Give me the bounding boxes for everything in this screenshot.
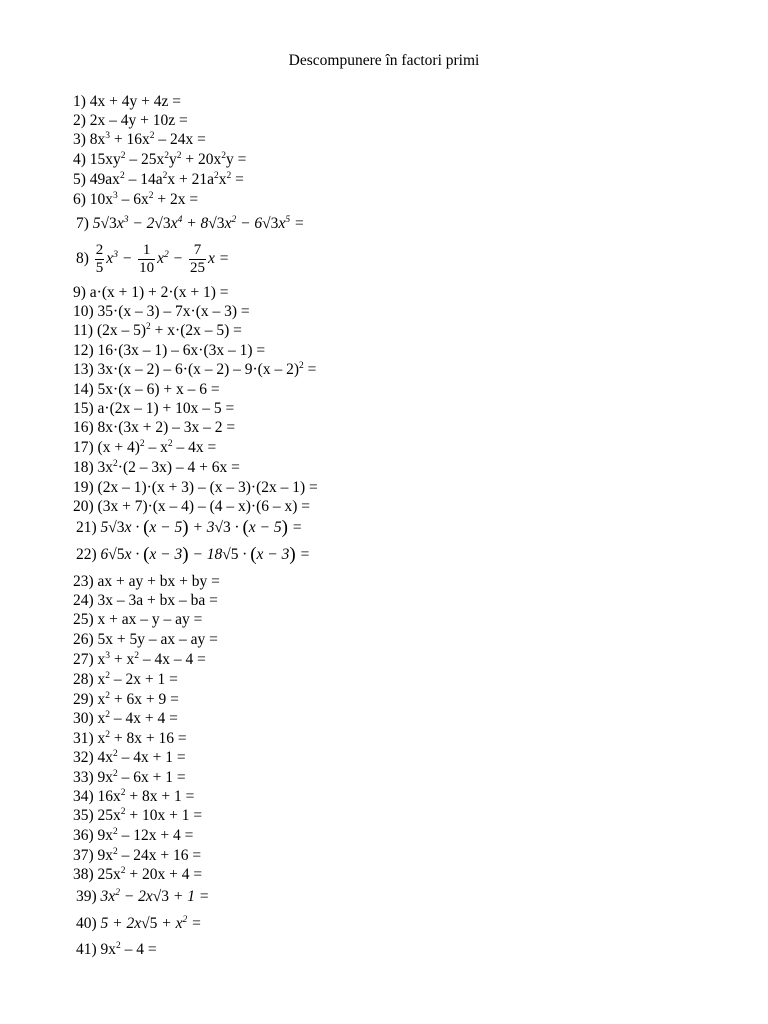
exponent: 2 xyxy=(162,171,168,181)
expression-text: 4x + 4y + 4z = xyxy=(89,93,182,110)
exercise-5 xyxy=(73,170,244,189)
expression-text: – 24x = xyxy=(154,131,206,148)
expression-text: = xyxy=(303,361,317,378)
expression-text: 3x – 3a + bx – ba = xyxy=(97,592,218,609)
radical: √5 xyxy=(108,546,125,563)
expression-text: – 4x = xyxy=(172,439,217,456)
expression-text: y = xyxy=(226,151,247,168)
expression-text: a·(x + 1) + 2·(x + 1) = xyxy=(89,284,229,301)
radical: √3 xyxy=(262,215,279,232)
radical: √3 xyxy=(108,519,125,536)
expression-text: − xyxy=(168,250,188,268)
expression-text: − 6 xyxy=(236,215,263,232)
expression-text: – 25x xyxy=(125,151,165,168)
expression-text: + x xyxy=(110,651,135,668)
exercise-37 xyxy=(73,846,201,865)
exercise-number: 15) xyxy=(73,400,98,417)
exercise-17 xyxy=(73,438,216,457)
expression-text: · xyxy=(238,546,251,563)
exercise-26 xyxy=(73,630,218,649)
exercise-number: 36) xyxy=(73,827,98,844)
expression-text: x xyxy=(224,215,232,232)
expression-text: + 6x + 9 = xyxy=(110,691,179,708)
fraction-numerator: 2 xyxy=(95,242,104,258)
exercise-number: 23) xyxy=(73,573,98,590)
expression-text: – 12x + 4 = xyxy=(117,827,194,844)
exponent: 2 xyxy=(105,710,111,720)
expression-text: 5 + 2x xyxy=(100,915,142,932)
expression-text: − xyxy=(117,250,137,268)
expression-text: ( xyxy=(250,544,257,565)
exercise-18 xyxy=(73,458,240,477)
expression-text: x − 3 xyxy=(256,546,290,563)
exponent: 2 xyxy=(146,322,151,332)
expression-text: – 4x + 1 = xyxy=(117,749,186,766)
exercise-number: 3) xyxy=(73,131,90,148)
exercise-number: 19) xyxy=(73,479,98,496)
exponent: 2 xyxy=(226,171,232,181)
expression-text: + x·(2x – 5) = xyxy=(150,322,242,339)
exercise-10 xyxy=(73,302,250,321)
expression-text: 6 xyxy=(100,546,109,563)
exercise-number: 40) xyxy=(76,915,101,932)
exercise-7 xyxy=(76,214,304,233)
expression-text: 8x xyxy=(89,131,106,148)
exercise-number: 18) xyxy=(73,459,98,476)
exercise-number: 20) xyxy=(73,498,98,515)
fraction xyxy=(138,242,155,277)
exercise-2 xyxy=(73,111,188,130)
exponent: 3 xyxy=(105,651,111,661)
fraction-denominator: 5 xyxy=(95,260,104,276)
expression-text: – 4 = xyxy=(120,941,157,958)
exercise-6 xyxy=(73,190,198,209)
radical: √3 xyxy=(214,519,231,536)
exponent: 2 xyxy=(119,171,125,181)
expression-text: + 10x + 1 = xyxy=(125,807,203,824)
exponent: 2 xyxy=(113,459,118,469)
exponent: 3 xyxy=(113,250,118,261)
expression-text: ) xyxy=(182,544,189,565)
radical: √5 xyxy=(222,546,239,563)
exercise-number: 5) xyxy=(73,171,90,188)
radical: √5 xyxy=(141,915,158,932)
expression-text: ( xyxy=(143,517,150,538)
exercise-number: 2) xyxy=(73,112,90,129)
expression-text: x · xyxy=(124,546,144,563)
exponent: 2 xyxy=(105,730,111,740)
exercise-38 xyxy=(73,865,202,884)
expression-text: x xyxy=(278,215,286,232)
exercise-number: 25) xyxy=(73,611,98,628)
exponent: 2 xyxy=(113,827,118,837)
exercise-number: 31) xyxy=(73,730,98,747)
expression-text: ) xyxy=(182,517,189,538)
exercise-number: 17) xyxy=(73,439,98,456)
expression-text: (x + 4) xyxy=(97,439,140,456)
expression-text: a·(2x – 1) + 10x – 5 = xyxy=(97,400,235,417)
page-title: Descompunere în factori primi xyxy=(288,52,480,69)
expression-text: ) xyxy=(289,544,296,565)
expression-text: 4x xyxy=(97,749,114,766)
exponent: 2 xyxy=(164,250,169,261)
exercise-31 xyxy=(73,729,187,748)
expression-text: + 20x + 4 = xyxy=(125,866,203,883)
exponent: 2 xyxy=(299,361,304,371)
expression-text: x xyxy=(170,215,178,232)
exercise-34 xyxy=(73,787,194,806)
expression-text: – 14a xyxy=(124,171,163,188)
fraction-denominator: 10 xyxy=(139,260,155,276)
exponent: 2 xyxy=(134,651,140,661)
exponent: 2 xyxy=(139,439,145,449)
expression-text: 3x·(x – 2) – 6·(x – 2) – 9·(x – 2) xyxy=(97,361,300,378)
expression-text: x − 5 xyxy=(149,519,183,536)
expression-text: = xyxy=(287,519,303,536)
exercise-number: 28) xyxy=(73,671,98,688)
exercise-29 xyxy=(73,690,179,709)
expression-text: 9x xyxy=(97,847,114,864)
exponent: 3 xyxy=(113,191,118,201)
exercise-23 xyxy=(73,572,220,591)
exercise-22 xyxy=(76,545,310,564)
expression-text: x xyxy=(116,215,124,232)
radical: √3 xyxy=(152,888,170,905)
exercise-15 xyxy=(73,399,234,418)
exercise-3 xyxy=(73,130,206,149)
expression-text: x xyxy=(97,671,106,688)
exercise-41 xyxy=(76,940,157,959)
exercise-8 xyxy=(76,242,229,277)
exercise-number: 34) xyxy=(73,788,98,805)
exponent: 3 xyxy=(105,131,111,141)
expression-text: – x xyxy=(144,439,168,456)
radical: √3 xyxy=(208,215,225,232)
expression-text: – 2x + 1 = xyxy=(110,671,178,688)
expression-text: 5 xyxy=(92,215,101,232)
exponent: 2 xyxy=(213,171,219,181)
expression-text: x xyxy=(97,651,106,668)
expression-text: = xyxy=(231,171,244,188)
exercise-number: 21) xyxy=(76,519,101,536)
exercise-28 xyxy=(73,670,178,689)
exercise-number: 1) xyxy=(73,93,90,110)
exercise-number: 32) xyxy=(73,749,98,766)
expression-text: x = xyxy=(208,250,230,268)
exercise-39 xyxy=(76,887,209,906)
expression-text: x + 21a xyxy=(167,171,214,188)
expression-text: (2x – 1)·(x + 3) – (x – 3)·(2x – 1) = xyxy=(97,479,318,496)
exponent: 2 xyxy=(221,151,227,161)
expression-text: 25x xyxy=(97,866,121,883)
exercise-number: 38) xyxy=(73,866,98,883)
expression-text: + 20x xyxy=(181,151,222,168)
exercise-number: 29) xyxy=(73,691,98,708)
exercise-20 xyxy=(73,497,310,516)
expression-text: 8x·(3x + 2) – 3x – 2 = xyxy=(97,419,236,436)
expression-text: ( xyxy=(242,517,249,538)
exponent: 2 xyxy=(113,749,118,759)
expression-text: + 16x xyxy=(110,131,150,148)
expression-text: = xyxy=(187,915,202,932)
expression-text: 5 xyxy=(100,519,109,536)
exercise-21 xyxy=(76,518,302,537)
exercise-number: 24) xyxy=(73,592,98,609)
expression-text: ax + ay + bx + by = xyxy=(97,573,220,590)
expression-text: + 1 = xyxy=(169,888,210,905)
exercise-number: 27) xyxy=(73,651,98,668)
exercise-number: 26) xyxy=(73,631,98,648)
expression-text: − 2x xyxy=(119,888,153,905)
expression-text: x xyxy=(97,710,106,727)
exponent: 2 xyxy=(120,151,126,161)
expression-text: 5x + 5y – ax – ay = xyxy=(97,631,218,648)
exponent: 2 xyxy=(113,769,118,779)
expression-text: + 2x = xyxy=(153,191,199,208)
exponent: 2 xyxy=(149,131,155,141)
exercise-number: 11) xyxy=(73,322,97,339)
exercise-number: 22) xyxy=(76,546,101,563)
exercise-32 xyxy=(73,748,186,767)
expression-text: − 18 xyxy=(188,546,223,563)
exercise-27 xyxy=(73,650,206,669)
expression-text: y xyxy=(169,151,177,168)
expression-text: x + ax – y – ay = xyxy=(97,611,203,628)
expression-text: · xyxy=(230,519,243,536)
exponent: 5 xyxy=(285,215,291,225)
expression-text: 2x – 4y + 10z = xyxy=(89,112,188,129)
expression-text: 49ax xyxy=(89,171,120,188)
exponent: 2 xyxy=(113,847,118,857)
exponent: 2 xyxy=(167,439,173,449)
exercise-16 xyxy=(73,418,235,437)
exercise-40 xyxy=(76,914,202,933)
exercise-number: 12) xyxy=(73,342,98,359)
exercise-number: 33) xyxy=(73,769,98,786)
exponent: 2 xyxy=(105,671,111,681)
exercise-number: 10) xyxy=(73,303,98,320)
exponent: 2 xyxy=(116,941,121,951)
expression-text: ·(2 – 3x) – 4 + 6x = xyxy=(117,459,240,476)
radical: √3 xyxy=(100,215,117,232)
expression-text: − 2 xyxy=(128,215,155,232)
exercise-24 xyxy=(73,591,218,610)
expression-text: x xyxy=(97,730,106,747)
exponent: 2 xyxy=(120,807,126,817)
expression-text: (3x + 7)·(x – 4) – (4 – x)·(6 – x) = xyxy=(97,498,311,515)
exponent: 2 xyxy=(176,151,182,161)
expression-text: 16·(3x – 1) – 6x·(3x – 1) = xyxy=(97,342,266,359)
exponent: 2 xyxy=(120,866,126,876)
expression-text: x xyxy=(157,250,165,268)
exercise-number: 39) xyxy=(76,888,101,905)
expression-text: 9x xyxy=(97,769,114,786)
exponent: 2 xyxy=(148,191,154,201)
fraction xyxy=(95,242,105,277)
exercise-1 xyxy=(73,92,181,111)
fraction-numerator: 7 xyxy=(193,242,202,258)
exercise-35 xyxy=(73,806,202,825)
exercise-number: 7) xyxy=(76,215,93,232)
expression-text: 5x·(x – 6) + x – 6 = xyxy=(97,381,220,398)
exponent: 4 xyxy=(177,215,183,225)
exercise-number: 9) xyxy=(73,284,90,301)
expression-text: – 6x + 1 = xyxy=(117,769,186,786)
exercise-number: 14) xyxy=(73,381,98,398)
expression-text: 3x xyxy=(100,888,116,905)
exercise-9 xyxy=(73,283,229,302)
exercise-number: 16) xyxy=(73,419,98,436)
expression-text: 10x xyxy=(89,191,114,208)
exponent: 2 xyxy=(105,691,111,701)
exponent: 2 xyxy=(231,215,237,225)
exercise-number: 4) xyxy=(73,151,90,168)
expression-text: x xyxy=(97,691,106,708)
expression-text: x xyxy=(218,171,227,188)
exercise-36 xyxy=(73,826,193,845)
exercise-4 xyxy=(73,150,246,169)
expression-text: + x xyxy=(157,915,183,932)
exponent: 2 xyxy=(164,151,170,161)
expression-text: 15xy xyxy=(89,151,121,168)
expression-text: x − 3 xyxy=(149,546,183,563)
expression-text: = xyxy=(290,215,305,232)
exercise-33 xyxy=(73,768,186,787)
expression-text: ( xyxy=(143,544,150,565)
fraction-numerator: 1 xyxy=(142,242,151,258)
exercise-11 xyxy=(73,321,242,340)
expression-text: – 4x – 4 = xyxy=(139,651,206,668)
exponent: 2 xyxy=(115,888,120,898)
expression-text: 16x xyxy=(97,788,121,805)
fraction xyxy=(189,242,206,277)
exponent: 3 xyxy=(123,215,129,225)
expression-text: + 8x + 16 = xyxy=(110,730,187,747)
exercise-number: 35) xyxy=(73,807,98,824)
exercise-number: 13) xyxy=(73,361,98,378)
expression-text: = xyxy=(295,546,311,563)
expression-text: + 3 xyxy=(188,519,215,536)
expression-text: – 4x + 4 = xyxy=(110,710,178,727)
expression-text: (2x – 5) xyxy=(96,322,147,339)
exercise-number: 41) xyxy=(76,941,101,958)
exercise-number: 30) xyxy=(73,710,98,727)
exercise-19 xyxy=(73,478,318,497)
expression-text: 9x xyxy=(97,827,114,844)
expression-text: – 6x xyxy=(117,191,149,208)
expression-text: 35·(x – 3) – 7x·(x – 3) = xyxy=(97,303,250,320)
exercise-number: 37) xyxy=(73,847,98,864)
expression-text: 9x xyxy=(100,941,117,958)
exercise-number: 8) xyxy=(76,250,93,268)
expression-text: 3x xyxy=(97,459,114,476)
exercise-12 xyxy=(73,341,265,360)
exponent: 2 xyxy=(120,788,126,798)
exercise-14 xyxy=(73,380,220,399)
exponent: 2 xyxy=(182,915,188,925)
radical: √3 xyxy=(154,215,171,232)
exercise-25 xyxy=(73,610,202,629)
exercise-30 xyxy=(73,709,178,728)
fraction-denominator: 25 xyxy=(190,260,206,276)
expression-text: – 24x + 16 = xyxy=(117,847,202,864)
exercise-number: 6) xyxy=(73,191,90,208)
expression-text: + 8x + 1 = xyxy=(125,788,195,805)
expression-text: x · xyxy=(124,519,144,536)
expression-text: 25x xyxy=(97,807,121,824)
expression-text: x − 5 xyxy=(248,519,282,536)
expression-text: + 8 xyxy=(182,215,209,232)
expression-text: x xyxy=(106,250,114,268)
expression-text: ) xyxy=(281,517,288,538)
exercise-13 xyxy=(73,360,316,379)
